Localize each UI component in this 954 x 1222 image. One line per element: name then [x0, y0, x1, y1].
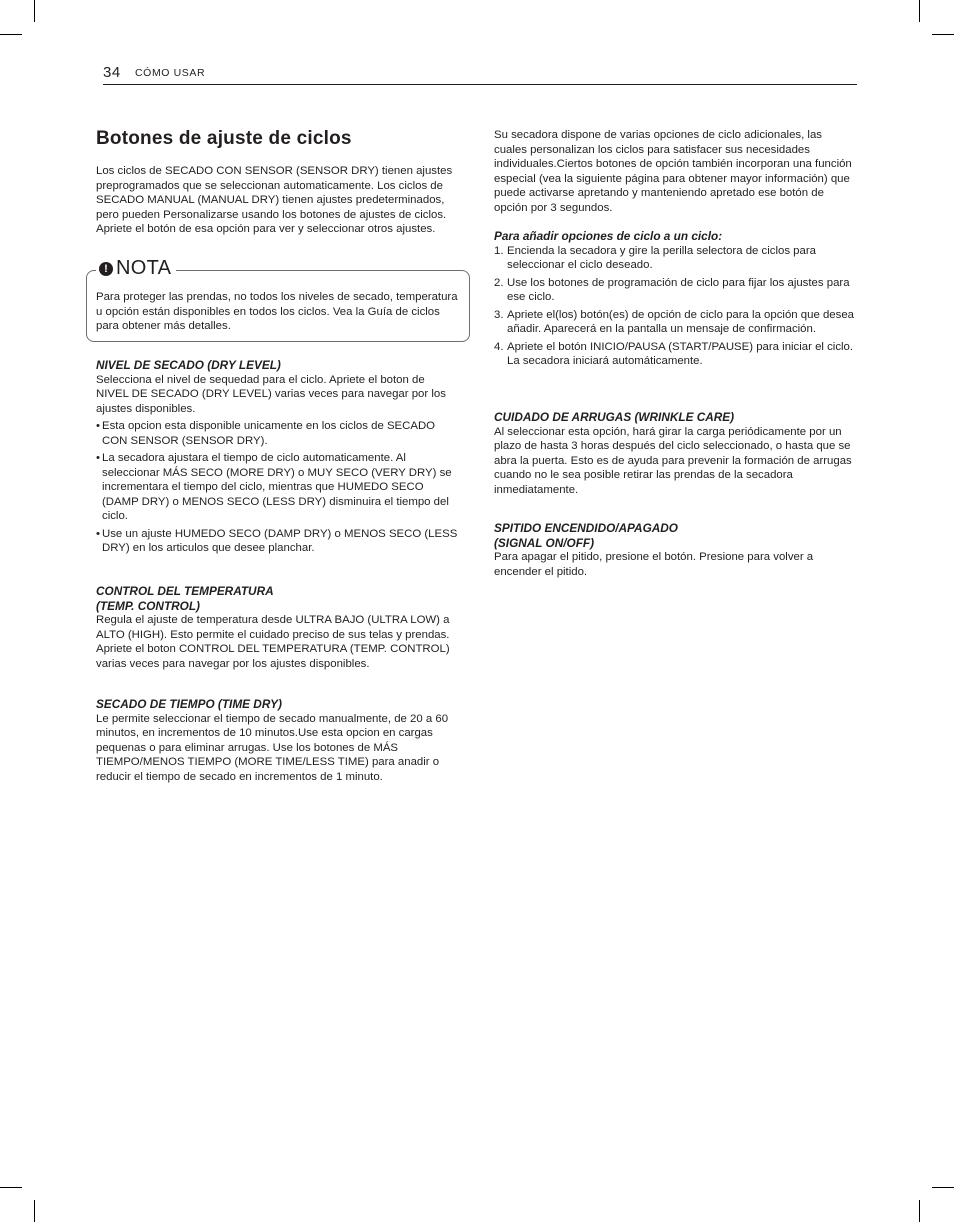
- wrinkle-care-heading: CUIDADO DE ARRUGAS (WRINKLE CARE): [494, 410, 735, 424]
- list-item: • La secadora ajustara el tiempo de ciclo automaticamente. Al seleccionar MÁS SECO (MORE DRY) o MUY SECO (VERY DRY) se incrementara el tiempo del ciclo, mientras que HUMEDO SECO (DAMP DRY) o MENOS SECO (LESS DRY) disminuira el tiempo del ciclo.: [96, 452, 452, 522]
- list-item: [494, 308, 856, 337]
- step-text: Apriete el(los) botón(es) de opción de ciclo para la opción que desea añadir. Aparecerá en la pantalla un mensaje de confirmación.: [507, 308, 854, 335]
- intro-paragraph: Los ciclos de SECADO CON SENSOR (SENSOR DRY) tienen ajustes preprogramados que se seleccionan automaticamente. Los ciclos de SECADO MANUAL (MANUAL DRY) tienen ajustes predeterminados, pero pueden Personalizarse usando los botones de ajustes de ciclos. Apriete el botón de esa opción para ver y seleccionar otros ajustes.: [96, 165, 453, 235]
- crop-mark: [919, 1200, 920, 1222]
- signal-section: [494, 521, 856, 579]
- signal-heading-1: SPITIDO ENCENDIDO/APAGADO: [494, 521, 678, 535]
- dry-level-text: Selecciona el nivel de sequedad para el ciclo. Apriete el boton de NIVEL DE SECADO (DRY LEVEL) varias veces para navegar por los ajustes disponibles.: [96, 373, 446, 415]
- bullet-text: Esta opcion esta disponible unicamente en los ciclos de SECADO CON SENSOR (SENSOR DRY).: [102, 420, 436, 447]
- temp-control-section: [96, 584, 458, 671]
- page-header: [103, 64, 857, 85]
- note-title: NOTA: [116, 257, 172, 279]
- note-label: [96, 257, 176, 280]
- crop-mark: [0, 1187, 22, 1188]
- crop-mark: [919, 0, 920, 22]
- crop-mark: [932, 1187, 954, 1188]
- step-text: Apriete el botón INICIO/PAUSA (START/PAUSE) para iniciar el ciclo. La secadora iniciará automáticamente.: [507, 340, 854, 367]
- crop-mark: [34, 0, 35, 22]
- wrinkle-care-section: [494, 410, 856, 497]
- dry-level-heading: NIVEL DE SECADO (DRY LEVEL): [96, 358, 281, 372]
- add-options-section: [494, 229, 856, 372]
- right-intro: Su secadora dispone de varias opciones de ciclo adicionales, las cuales personalizan los ciclos para satisfacer sus necesidades individuales.Ciertos botones de opción también incorporan una función especial (vea la siguiente página para obtener mayor información) que puede activarse apretando y manteniendo apretado ese botón de opción por 3 segundos.: [494, 129, 852, 214]
- crop-mark: [932, 34, 954, 35]
- section-name: CÓMO USAR: [135, 67, 206, 79]
- add-options-heading: Para añadir opciones de ciclo a un ciclo:: [494, 229, 723, 243]
- time-dry-section: [96, 697, 458, 784]
- time-dry-heading: SECADO DE TIEMPO (TIME DRY): [96, 697, 282, 711]
- step-text: Use los botones de programación de ciclo para fijar los ajustes para ese ciclo.: [507, 276, 850, 303]
- step-text: Encienda la secadora y gire la perilla selectora de ciclos para seleccionar el ciclo deseado.: [507, 244, 816, 271]
- list-item: [494, 276, 856, 305]
- dry-level-section: [96, 358, 458, 556]
- warning-icon: !: [99, 262, 113, 276]
- list-item: [494, 340, 856, 369]
- page-title: Botones de ajuste de ciclos: [96, 128, 352, 149]
- page-number: 34: [103, 64, 121, 81]
- step-number: 4.: [494, 340, 504, 353]
- wrinkle-care-text: Al seleccionar esta opción, hará girar la carga periódicamente por un plazo de hasta 3 horas después del ciclo seleccionado, o hasta que se abra la puerta. Esto es de ayuda para prevenir la formación de arrugas cuando no le sea posible retirar las prendas de la secadora inmediatamente.: [494, 425, 852, 496]
- step-number: 3.: [494, 308, 504, 321]
- add-options-steps: [494, 244, 856, 369]
- temp-control-heading-2: (TEMP. CONTROL): [96, 598, 200, 613]
- step-number: 2.: [494, 276, 504, 289]
- signal-text: Para apagar el pitido, presione el botón. Presione para volver a encender el pitido.: [494, 551, 814, 578]
- list-item: [494, 244, 856, 273]
- bullet-text: La secadora ajustara el tiempo de ciclo automaticamente. Al seleccionar MÁS SECO (MORE DRY) o MUY SECO (VERY DRY) se incrementara el tiempo del ciclo, mientras que HUMEDO SECO (DAMP DRY) o MENOS SECO (LESS DRY) disminuira el tiempo del ciclo.: [102, 452, 452, 522]
- bullet-text: Use un ajuste HUMEDO SECO (DAMP DRY) o MENOS SECO (LESS DRY) en los articulos que desee planchar.: [102, 527, 458, 554]
- temp-control-text: Regula el ajuste de temperatura desde ULTRA BAJO (ULTRA LOW) a ALTO (HIGH). Esto permite el cuidado preciso de sus telas y prendas. Apriete el boton CONTROL DEL TEMPERATURA (TEMP. CONTROL) varias veces para navegar por los ajustes disponibles.: [96, 614, 450, 670]
- list-item: • Use un ajuste HUMEDO SECO (DAMP DRY) o MENOS SECO (LESS DRY) en los articulos que desee planchar.: [96, 527, 458, 554]
- step-number: 1.: [494, 244, 504, 257]
- temp-control-heading-1: CONTROL DEL TEMPERATURA: [96, 584, 274, 598]
- time-dry-text: Le permite seleccionar el tiempo de secado manualmente, de 20 a 60 minutos, en incrementos de 10 minutos.Use esta opcion en cargas pequenas o para eliminar arrugas. Use los botones de MÁS TIEMPO/MENOS TIEMPO (MORE TIME/LESS TIME) para anadir o reducir el tiempo de secado en incrementos de 1 minuto.: [96, 712, 449, 783]
- signal-heading-2: (SIGNAL ON/OFF): [494, 535, 595, 550]
- list-item: • Esta opcion esta disponible unicamente en los ciclos de SECADO CON SENSOR (SENSOR DRY).: [96, 420, 436, 447]
- crop-mark: [34, 1200, 35, 1222]
- dry-level-bullets: [96, 419, 458, 556]
- crop-mark: [0, 34, 22, 35]
- note-text: Para proteger las prendas, no todos los niveles de secado, temperatura u opción están disponibles en todos los ciclos. Vea la Guía de ciclos para obtener más detalles.: [96, 291, 458, 332]
